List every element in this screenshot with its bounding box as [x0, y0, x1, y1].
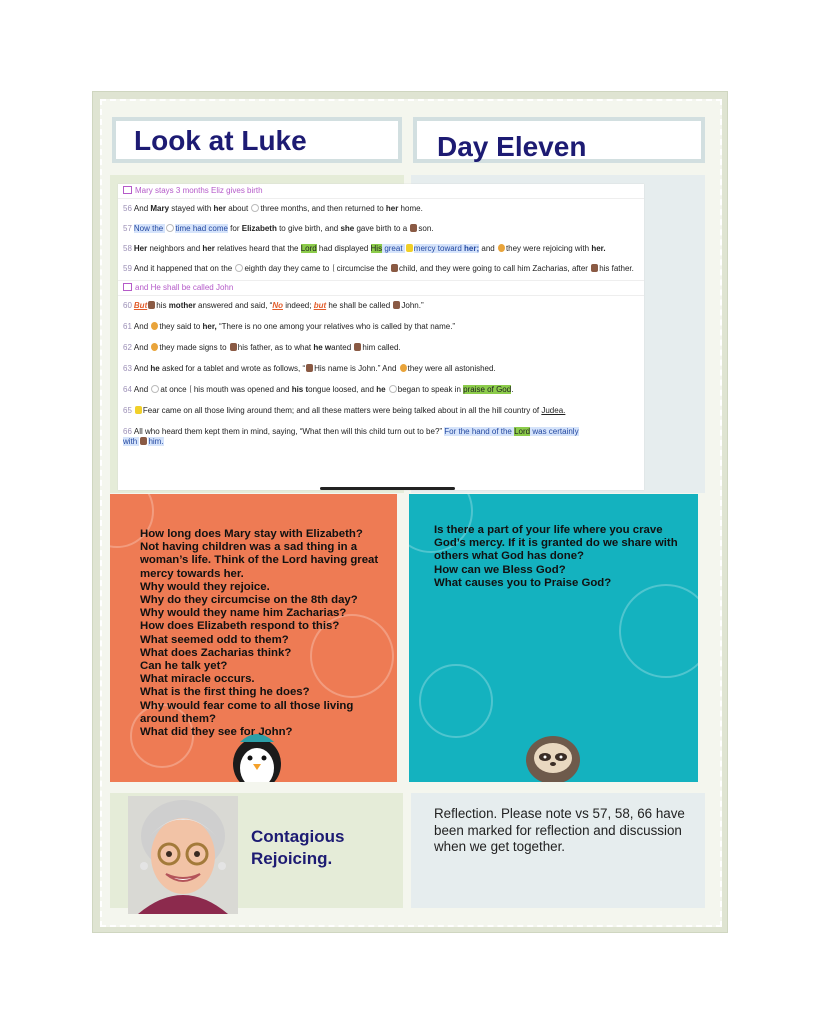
caption-contagious-rejoicing: Contagious Rejoicing. — [251, 827, 345, 868]
section-heading: Mary stays 3 months Eliz gives birth — [118, 184, 644, 199]
question: Is there a part of your life where you crave God’s mercy. If it is granted do we share with others what God has done? — [434, 524, 678, 563]
book-icon — [123, 186, 132, 194]
section-heading: and He shall be called John — [118, 280, 644, 296]
question: How can we Bless God? — [434, 563, 566, 576]
people-icon — [151, 343, 158, 351]
verse-63: 63 And he asked for a tablet and wrote as follows, “ His name is John.” And they were all astonished. — [123, 364, 496, 373]
question: Why would they name him Zacharias? — [140, 607, 347, 620]
questions-list-left — [140, 528, 390, 739]
snowflake-icon — [419, 664, 493, 738]
question: Why do they circumcise on the 8th day? — [140, 594, 358, 607]
title-day-eleven: Day Eleven — [413, 117, 705, 163]
book-icon — [123, 283, 132, 291]
question: What miracle occurs. — [140, 673, 255, 686]
person-icon — [230, 343, 237, 351]
person-icon — [391, 264, 398, 272]
people-icon — [151, 322, 158, 330]
verse-62: 62 And they made signs to his father, as to what he wanted him called. — [123, 343, 401, 352]
question: What does Zacharias think? — [140, 646, 292, 659]
question: Can he talk yet? — [140, 660, 228, 673]
verse-57: 57 Now the time had come for Elizabeth to give birth, and she gave birth to a son. — [123, 224, 434, 233]
verse-61: 61 And they said to her, “There is no one among your relatives who is called by that name.” — [123, 322, 456, 331]
question: Not having children was a sad thing in a woman’s life. Think of the Lord having great mercy towards her. — [140, 541, 379, 580]
avatar — [128, 796, 238, 914]
question: How long does Mary stay with Elizabeth? — [140, 528, 363, 540]
verse-64: 64 And at once his mouth was opened and his tongue loosed, and he began to speak in praise of God. — [123, 385, 514, 394]
person-icon — [306, 364, 313, 372]
clock-icon — [389, 385, 397, 393]
question: Why would fear come to all those living around them? — [140, 699, 354, 725]
person-icon — [148, 301, 155, 309]
question: What seemed odd to them? — [140, 633, 289, 646]
people-icon — [498, 244, 505, 252]
person-icon — [410, 224, 417, 232]
verse-65: 65 Fear came on all those living around them; and all these matters were being talked about in all the hill country of Judea. — [123, 406, 566, 415]
question: What causes you to Praise God? — [434, 576, 612, 589]
person-icon — [354, 343, 361, 351]
person-icon — [140, 437, 147, 445]
questions-list-right — [434, 524, 684, 590]
verse-56: 56 And Mary stayed with her about three months, and then returned to her home. — [123, 204, 423, 213]
person-icon — [591, 264, 598, 272]
reflection-note: Reflection. Please note vs 57, 58, 66 have been marked for reflection and discussion when we get together. — [434, 806, 685, 854]
question: How does Elizabeth respond to this? — [140, 620, 340, 633]
clock-icon — [235, 264, 243, 272]
mouth-icon — [190, 385, 193, 393]
knife-icon — [333, 264, 336, 272]
home-indicator-bar — [320, 487, 455, 490]
verse-60: 60 But his mother answered and said, “No indeed; but he shall be called John.” — [123, 301, 424, 310]
person-icon — [393, 301, 400, 309]
heart-icon — [406, 244, 413, 252]
question: What is the first thing he does? — [140, 686, 310, 699]
title-look-at-luke: Look at Luke — [112, 117, 402, 163]
memoji-avatar-icon — [128, 796, 238, 914]
question: Why would they rejoice. — [140, 580, 270, 593]
verse-58: 58 Her neighbors and her relatives heard that the Lord had displayed His great mercy toward her; and they were rejoicing with her. — [123, 244, 606, 253]
verse-66: 66 All who heard them kept them in mind, saying, “What then will this child turn out to be?” For the hand of the Lord was certainly with him. — [123, 427, 579, 446]
verse-59: 59 And it happened that on the eighth day they came to circumcise the child, and they were going to call him Zacharias, after his father. — [123, 264, 634, 273]
snowflake-icon — [619, 584, 698, 678]
clock-icon — [251, 204, 259, 212]
clock-icon — [166, 224, 174, 232]
people-icon — [400, 364, 407, 372]
lightning-icon — [135, 406, 142, 414]
bible-screenshot — [118, 184, 644, 490]
question: What did they see for John? — [140, 726, 293, 739]
sloth-icon — [524, 732, 582, 782]
clock-icon — [151, 385, 159, 393]
